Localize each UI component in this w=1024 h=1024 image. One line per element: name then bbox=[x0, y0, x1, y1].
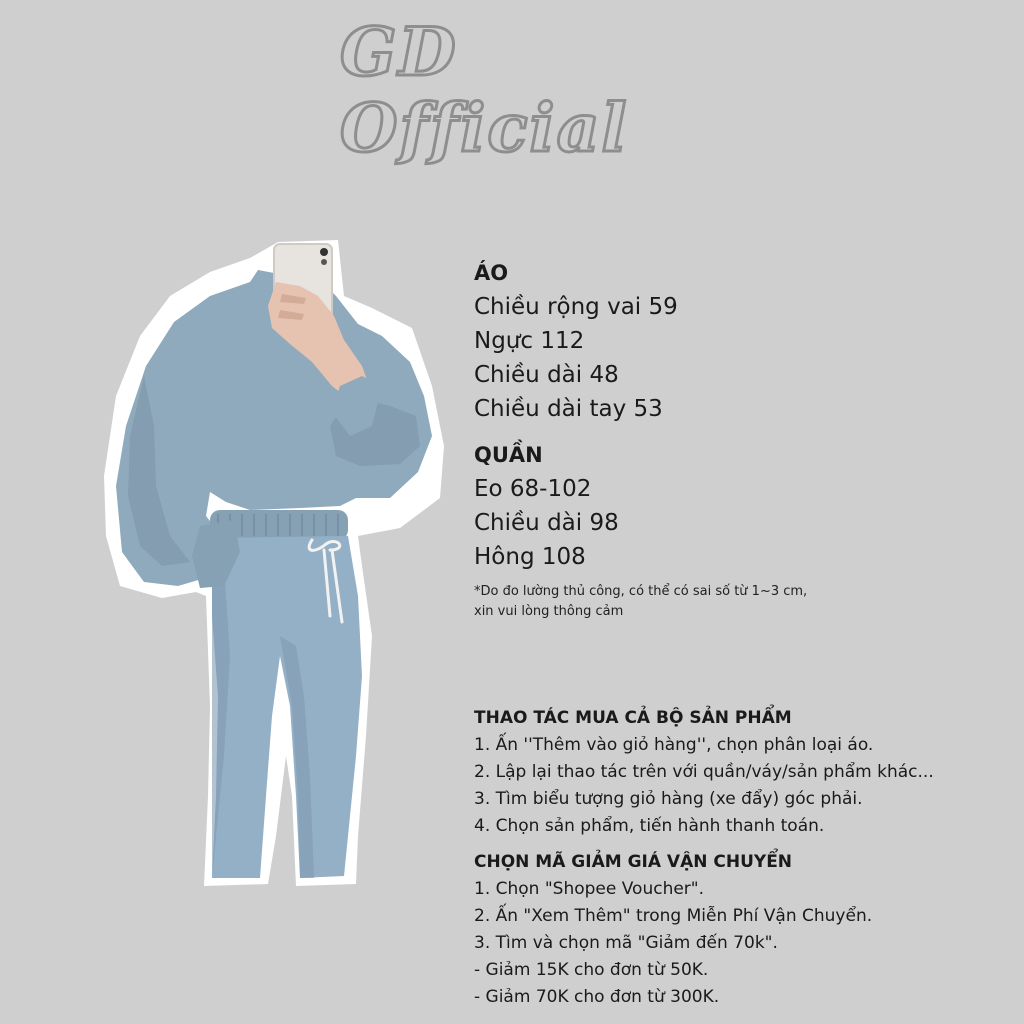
shipping-voucher-step: 3. Tìm và chọn mã "Giảm đến 70k". bbox=[474, 933, 778, 953]
bottom-size-row: Hông 108 bbox=[474, 544, 586, 570]
brand-logo-line1: GD bbox=[340, 13, 458, 91]
buy-set-step: 1. Ấn ''Thêm vào giỏ hàng'', chọn phân loại áo. bbox=[474, 735, 874, 755]
brand-logo bbox=[340, 14, 628, 166]
top-size-row: Chiều rộng vai 59 bbox=[474, 294, 678, 320]
bottom-size-row: Eo 68-102 bbox=[474, 476, 592, 502]
size-specs bbox=[474, 256, 807, 622]
top-size-row: Ngực 112 bbox=[474, 328, 585, 354]
model-photo bbox=[100, 236, 450, 892]
brand-logo-line2: Official bbox=[340, 89, 629, 167]
buy-set-step: 3. Tìm biểu tượng giỏ hàng (xe đẩy) góc phải. bbox=[474, 789, 863, 809]
buy-set-title: THAO TÁC MUA CẢ BỘ SẢN PHẨM bbox=[474, 708, 792, 728]
measurement-note bbox=[474, 582, 807, 622]
measurement-note-line1: *Do đo lường thủ công, có thể có sai số từ 1~3 cm, bbox=[474, 584, 808, 599]
shipping-voucher-title: CHỌN MÃ GIẢM GIÁ VẬN CHUYỂN bbox=[474, 852, 793, 872]
bottom-size-title: QUẦN bbox=[474, 443, 543, 467]
shipping-voucher-step: 1. Chọn "Shopee Voucher". bbox=[474, 879, 705, 899]
top-size-row: Chiều dài tay 53 bbox=[474, 396, 663, 422]
shipping-voucher-step: - Giảm 70K cho đơn từ 300K. bbox=[474, 987, 720, 1007]
measurement-note-line2: xin vui lòng thông cảm bbox=[474, 604, 624, 619]
buy-set-step: 2. Lập lại thao tác trên với quần/váy/sản phẩm khác... bbox=[474, 762, 934, 782]
top-size-title: ÁO bbox=[474, 261, 509, 285]
top-size-row: Chiều dài 48 bbox=[474, 362, 619, 388]
purchase-instructions bbox=[474, 704, 1014, 1011]
bottom-size-row: Chiều dài 98 bbox=[474, 510, 619, 536]
buy-set-step: 4. Chọn sản phẩm, tiến hành thanh toán. bbox=[474, 816, 825, 836]
shipping-voucher-step: 2. Ấn "Xem Thêm" trong Miễn Phí Vận Chuyển. bbox=[474, 906, 873, 926]
shipping-voucher-step: - Giảm 15K cho đơn từ 50K. bbox=[474, 960, 709, 980]
